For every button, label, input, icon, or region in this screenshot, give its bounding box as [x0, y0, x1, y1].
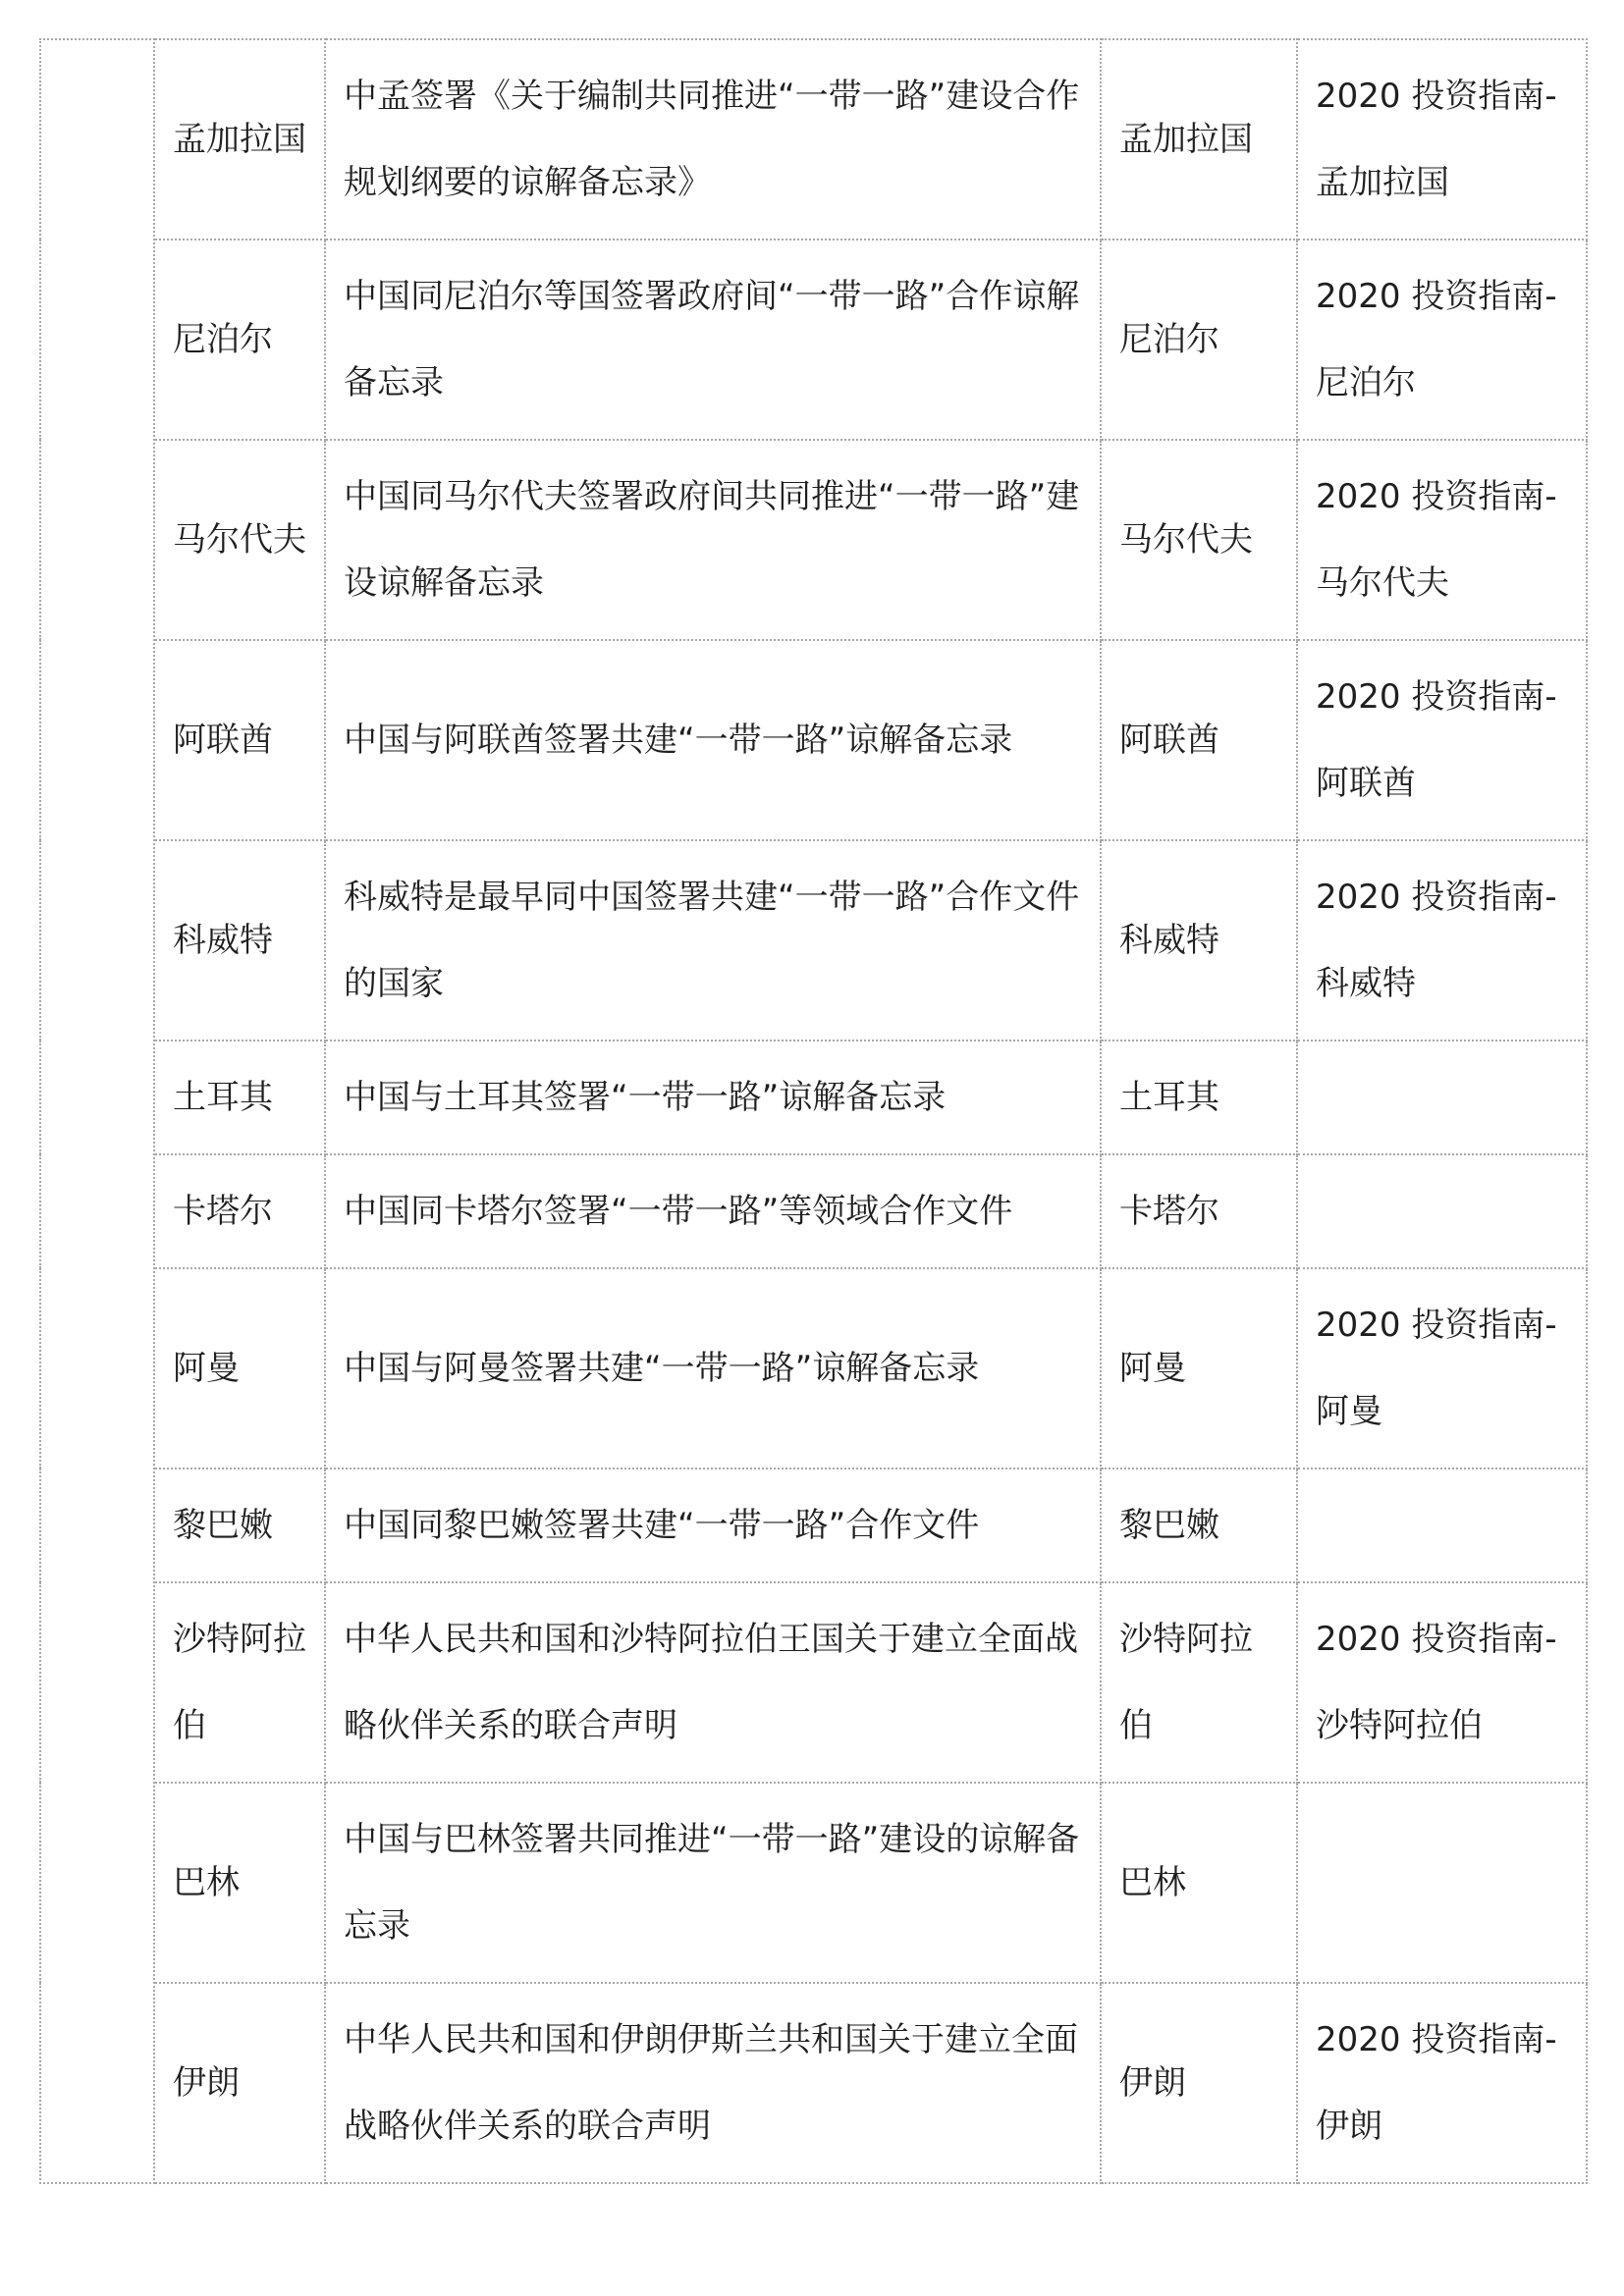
table-row: [40, 1041, 1587, 1154]
table-row: [40, 39, 1587, 240]
table-row: [40, 1268, 1587, 1468]
country-cell: 阿联酋: [154, 640, 325, 840]
description-cell: 中国同黎巴嫩签署共建“一带一路”合作文件: [325, 1468, 1101, 1582]
country-cell: 尼泊尔: [154, 240, 325, 440]
table-row: [40, 1983, 1587, 2183]
country-cell: 马尔代夫: [154, 440, 325, 640]
guide-cell: 2020 投资指南-伊朗: [1297, 1983, 1587, 2183]
country-repeat-cell: 科威特: [1101, 840, 1297, 1041]
country-cell: 科威特: [154, 840, 325, 1041]
guide-cell: 2020 投资指南-尼泊尔: [1297, 240, 1587, 440]
description-cell: 中国与阿联酋签署共建“一带一路”谅解备忘录: [325, 640, 1101, 840]
country-cell: 沙特阿拉伯: [154, 1582, 325, 1783]
country-cell: 土耳其: [154, 1041, 325, 1154]
country-repeat-cell: 阿曼: [1101, 1268, 1297, 1468]
guide-cell: 2020 投资指南-沙特阿拉伯: [1297, 1582, 1587, 1783]
guide-cell: [1297, 1783, 1587, 1983]
description-cell: 中孟签署《关于编制共同推进“一带一路”建设合作规划纲要的谅解备忘录》: [325, 39, 1101, 240]
country-cell: 孟加拉国: [154, 39, 325, 240]
country-repeat-cell: 伊朗: [1101, 1983, 1297, 2183]
table-row: [40, 1154, 1587, 1268]
table-row: [40, 640, 1587, 840]
guide-cell: [1297, 1154, 1587, 1268]
description-cell: 中国与巴林签署共同推进“一带一路”建设的谅解备忘录: [325, 1783, 1101, 1983]
guide-cell: 2020 投资指南-马尔代夫: [1297, 440, 1587, 640]
country-repeat-cell: 巴林: [1101, 1783, 1297, 1983]
country-repeat-cell: 孟加拉国: [1101, 39, 1297, 240]
table-row: [40, 1582, 1587, 1783]
table-row: [40, 1783, 1587, 1983]
guide-cell: 2020 投资指南-科威特: [1297, 840, 1587, 1041]
country-repeat-cell: 土耳其: [1101, 1041, 1297, 1154]
country-cell: 巴林: [154, 1783, 325, 1983]
description-cell: 中国同尼泊尔等国签署政府间“一带一路”合作谅解备忘录: [325, 240, 1101, 440]
country-repeat-cell: 黎巴嫩: [1101, 1468, 1297, 1582]
description-cell: 科威特是最早同中国签署共建“一带一路”合作文件的国家: [325, 840, 1101, 1041]
table-row: [40, 840, 1587, 1041]
country-cell: 黎巴嫩: [154, 1468, 325, 1582]
table-row: [40, 440, 1587, 640]
description-cell: 中华人民共和国和伊朗伊斯兰共和国关于建立全面战略伙伴关系的联合声明: [325, 1983, 1101, 2183]
country-repeat-cell: 沙特阿拉伯: [1101, 1582, 1297, 1783]
country-cell: 卡塔尔: [154, 1154, 325, 1268]
country-cell: 阿曼: [154, 1268, 325, 1468]
guide-cell: 2020 投资指南-阿联酋: [1297, 640, 1587, 840]
description-cell: 中国同马尔代夫签署政府间共同推进“一带一路”建设谅解备忘录: [325, 440, 1101, 640]
guide-cell: [1297, 1468, 1587, 1582]
guide-cell: 2020 投资指南-孟加拉国: [1297, 39, 1587, 240]
description-cell: 中国与阿曼签署共建“一带一路”谅解备忘录: [325, 1268, 1101, 1468]
guide-cell: 2020 投资指南-阿曼: [1297, 1268, 1587, 1468]
table-row: [40, 240, 1587, 440]
description-cell: 中国与土耳其签署“一带一路”谅解备忘录: [325, 1041, 1101, 1154]
country-repeat-cell: 马尔代夫: [1101, 440, 1297, 640]
country-repeat-cell: 卡塔尔: [1101, 1154, 1297, 1268]
country-repeat-cell: 尼泊尔: [1101, 240, 1297, 440]
table-row: [40, 1468, 1587, 1582]
cooperation-table: [39, 38, 1588, 2184]
description-cell: 中国同卡塔尔签署“一带一路”等领域合作文件: [325, 1154, 1101, 1268]
description-cell: 中华人民共和国和沙特阿拉伯王国关于建立全面战略伙伴关系的联合声明: [325, 1582, 1101, 1783]
left-margin-cell: [40, 39, 154, 2183]
country-repeat-cell: 阿联酋: [1101, 640, 1297, 840]
guide-cell: [1297, 1041, 1587, 1154]
country-cell: 伊朗: [154, 1983, 325, 2183]
